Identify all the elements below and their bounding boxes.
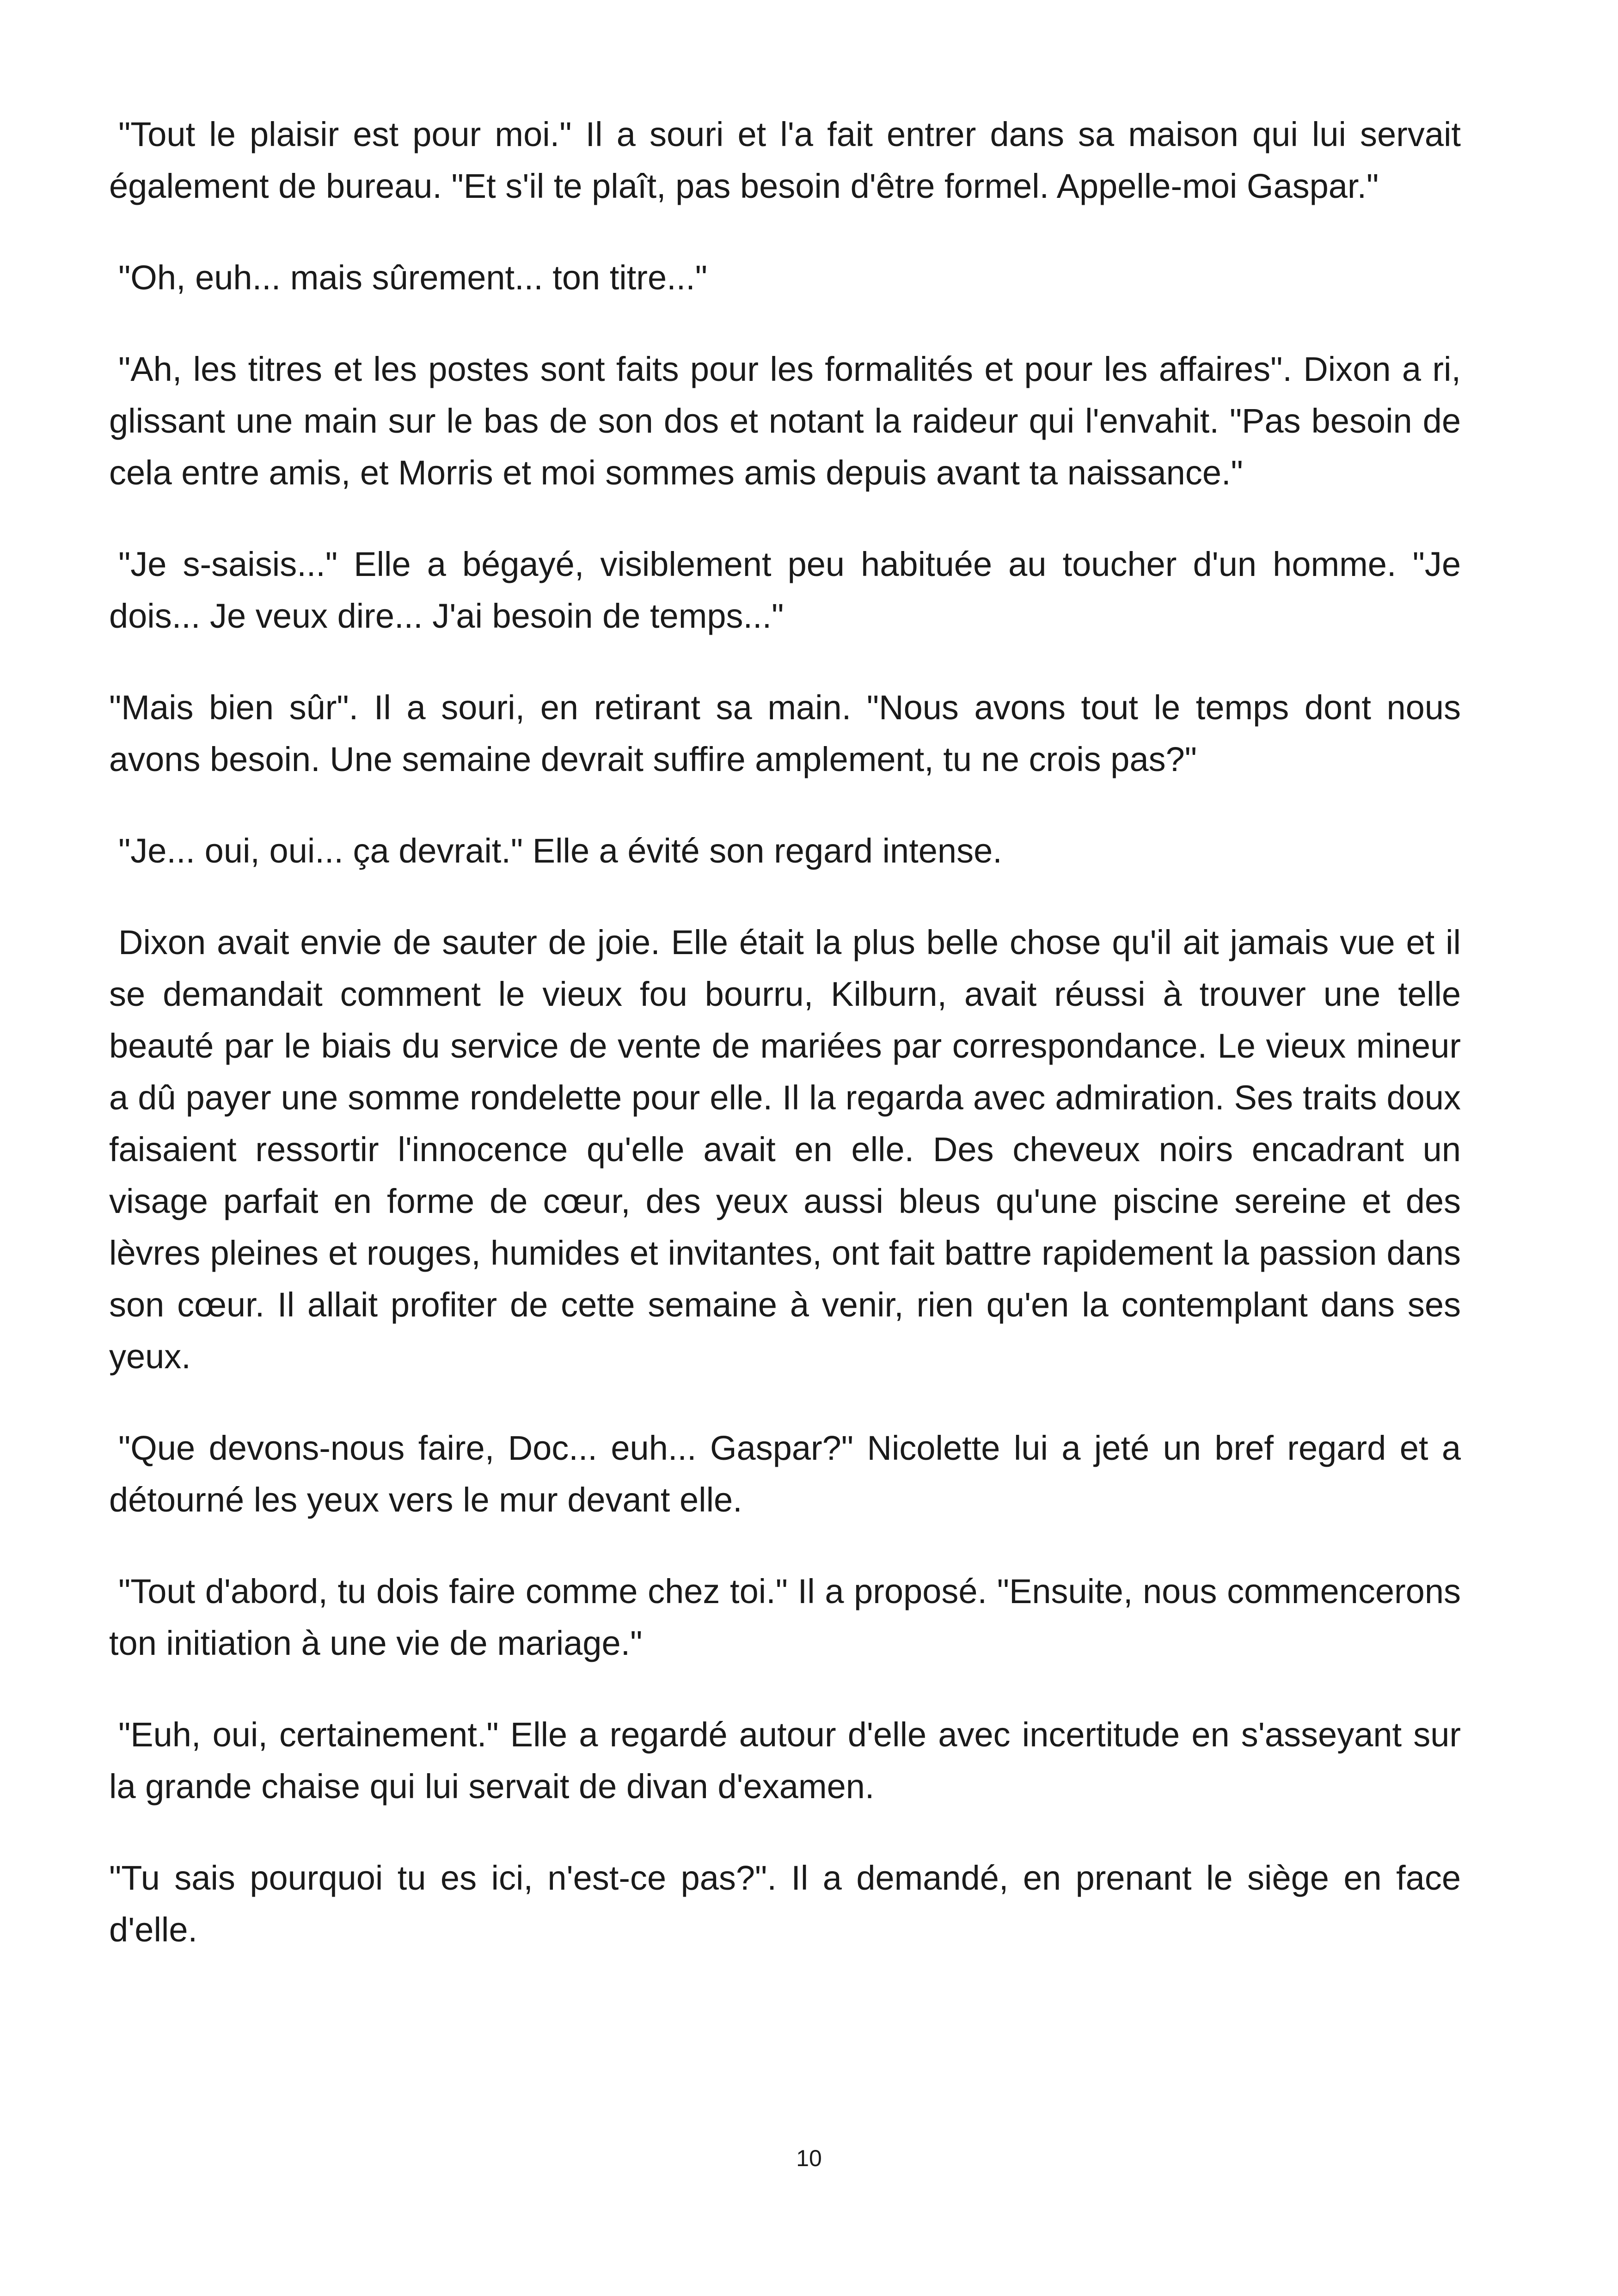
paragraph: "Tout d'abord, tu dois faire comme chez toi." Il a proposé. "Ensuite, nous commencerons ton initiation à une vie de mariage.": [109, 1572, 1461, 1662]
paragraph: "Je... oui, oui... ça devrait." Elle a évité son regard intense.: [118, 832, 1002, 870]
paragraph: "Ah, les titres et les postes sont faits pour les formalités et pour les affaires". Dixon a ri, glissant une main sur le bas de son dos et notant la raideur qui l'envahit. "Pas besoin de cela entre amis, et Morris et moi sommes amis depuis avant ta naissance.": [109, 350, 1461, 492]
paragraph: "Euh, oui, certainement." Elle a regardé autour d'elle avec incertitude en s'asseyant sur la grande chaise qui lui servait de divan d'examen.: [109, 1715, 1461, 1806]
paragraph: "Mais bien sûr". Il a souri, en retirant sa main. "Nous avons tout le temps dont nous avons besoin. Une semaine devrait suffire amplement, tu ne crois pas?": [109, 688, 1461, 778]
body-text: [109, 109, 1461, 1996]
paragraph: "Oh, euh... mais sûrement... ton titre...": [118, 258, 708, 297]
paragraph: "Je s-saisis..." Elle a bégayé, visiblement peu habituée au toucher d'un homme. "Je dois... Je veux dire... J'ai besoin de temps...": [109, 545, 1461, 635]
paragraph: "Tout le plaisir est pour moi." Il a souri et l'a fait entrer dans sa maison qui lui servait également de bureau. "Et s'il te plaît, pas besoin d'être formel. Appelle-moi Gaspar.": [109, 115, 1461, 205]
paragraph: "Que devons-nous faire, Doc... euh... Gaspar?" Nicolette lui a jeté un bref regard et a détourné les yeux vers le mur devant elle.: [109, 1429, 1461, 1519]
page-number: 10: [796, 2145, 822, 2171]
paragraph: "Tu sais pourquoi tu es ici, n'est-ce pas?". Il a demandé, en prenant le siège en face d'elle.: [109, 1859, 1461, 1949]
paragraph: Dixon avait envie de sauter de joie. Elle était la plus belle chose qu'il ait jamais vue et il se demandait comment le vieux fou bourru, Kilburn, avait réussi à trouver une telle beauté par le biais du service de vente de mariées par correspondance. Le vieux mineur a dû payer une somme rondelette pour elle. Il la regarda avec admiration. Ses traits doux faisaient ressortir l'innocence qu'elle avait en elle. Des cheveux noirs encadrant un visage parfait en forme de cœur, des yeux aussi bleus qu'une piscine sereine et des lèvres pleines et rouges, humides et invitantes, ont fait battre rapidement la passion dans son cœur. Il allait profiter de cette semaine à venir, rien qu'en la contemplant dans ses yeux.: [109, 923, 1461, 1376]
